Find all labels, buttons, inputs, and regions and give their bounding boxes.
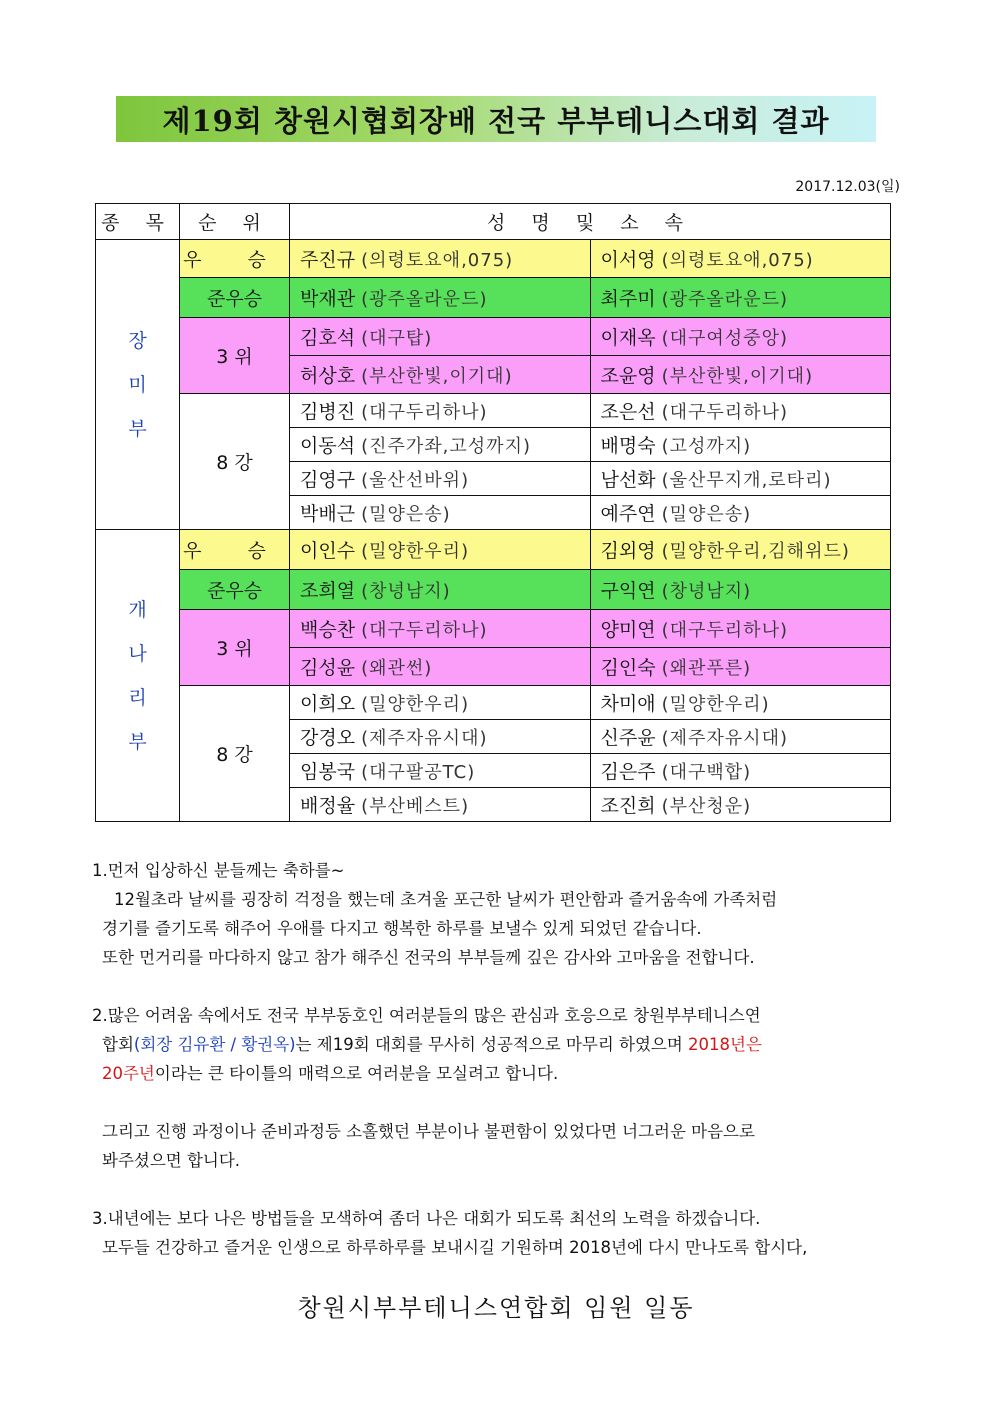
note-1-body: 12월초라 날씨를 굉장히 걱정을 했는데 초겨울 포근한 날씨가 편안함과 즐거움속에 가족처럼 [114,890,778,909]
player-1: 강경오 (제주자유시대) [290,720,591,754]
player-1: 허상호 (부산한빛,이기대) [290,356,591,394]
player-1: 임봉국 (대구팔공TC) [290,754,591,788]
player-2: 김은주 (대구백합) [590,754,891,788]
table-row [96,530,891,570]
player-1: 김호석 (대구탑) [290,318,591,356]
player-2: 구익연 (창녕남지) [590,570,891,610]
note-1-body: 경기를 즐기도록 해주어 우애를 다지고 행복한 하루를 보낼수 있게 되었던 같습니다. [102,919,702,938]
table-row [96,570,891,610]
player-2: 양미연 (대구두리하나) [590,610,891,648]
player-2: 조은선 (대구두리하나) [590,394,891,428]
player-2: 배명숙 (고성까지) [590,428,891,462]
rank-third: 3 위 [180,610,290,686]
player-2: 조윤영 (부산한빛,이기대) [590,356,891,394]
category-forsythia: 개 나 리 부 [96,530,180,822]
player-1: 조희열 (창녕남지) [290,570,591,610]
player-2: 예주연 (밀양은송) [590,496,891,530]
player-1: 이인수 (밀양한우리) [290,530,591,570]
note-1-heading: 1.먼저 입상하신 분들께는 축하를~ [92,861,345,880]
header-category: 종 목 [96,204,180,240]
player-2: 이재옥 (대구여성중앙) [590,318,891,356]
president-names: (회장 김유환 / 황권옥) [133,1035,296,1054]
rank-winner: 우 승 [180,240,290,278]
player-2: 김외영 (밀양한우리,김해위드) [590,530,891,570]
player-1: 김병진 (대구두리하나) [290,394,591,428]
table-row [96,240,891,278]
player-2: 조진희 (부산청운) [590,788,891,822]
player-1: 배정율 (부산베스트) [290,788,591,822]
table-row [96,278,891,318]
highlight-anniversary: 20주년 [102,1064,155,1083]
rank-runner-up: 준우승 [180,278,290,318]
note-2-body: 그리고 진행 과정이나 준비과정등 소홀했던 부분이나 불편함이 있었다면 너그러운 마음으로 [102,1122,755,1141]
header-rank: 순 위 [180,204,290,240]
rank-quarterfinal: 8 강 [180,394,290,530]
title-banner [116,96,876,142]
rank-runner-up: 준우승 [180,570,290,610]
rank-quarterfinal: 8 강 [180,686,290,822]
note-2-body: 합회(회장 김유환 / 황권옥)는 제19회 대회를 무사히 성공적으로 마무리 하였으며 2018년은 [102,1035,762,1054]
player-2: 최주미 (광주올라운드) [590,278,891,318]
player-1: 이희오 (밀양한우리) [290,686,591,720]
table-row [96,610,891,648]
player-2: 이서영 (의령토요애,075) [590,240,891,278]
player-2: 신주윤 (제주자유시대) [590,720,891,754]
results-table [95,203,891,822]
player-2: 남선화 (울산무지개,로타리) [590,462,891,496]
player-1: 김성윤 (왜관썬) [290,648,591,686]
notes [92,856,902,1262]
table-row [96,686,891,720]
category-rose: 장 미 부 [96,240,180,530]
event-date: 2017.12.03(일) [795,179,900,195]
note-1-body: 또한 먼거리를 마다하지 않고 참가 해주신 전국의 부부들께 깊은 감사와 고마움을 전합니다. [102,948,755,967]
player-2: 김인숙 (왜관푸른) [590,648,891,686]
header-names: 성 명 및 소 속 [290,204,891,240]
page-title: 제19회 창원시협회장배 전국 부부테니스대회 결과 [162,103,830,138]
player-1: 주진규 (의령토요애,075) [290,240,591,278]
table-header [96,204,891,240]
note-2-body: 봐주셨으면 합니다. [102,1151,241,1170]
player-1: 백승찬 (대구두리하나) [290,610,591,648]
rank-winner: 우 승 [180,530,290,570]
player-1: 이동석 (진주가좌,고성까지) [290,428,591,462]
player-1: 박배근 (밀양은송) [290,496,591,530]
note-2-body: 20주년이라는 큰 타이틀의 매력으로 여러분을 모실려고 합니다. [102,1064,559,1083]
player-1: 박재관 (광주올라운드) [290,278,591,318]
note-3-heading: 3.내년에는 보다 나은 방법들을 모색하여 좀더 나은 대회가 되도록 최선의 노력을 하겠습니다. [92,1209,761,1228]
signature: 창원시부부테니스연합회 임원 일동 [297,1294,695,1322]
table-row [96,394,891,428]
note-2-heading: 2.많은 어려움 속에서도 전국 부부동호인 여러분들의 많은 관심과 호응으로 창원부부테니스연 [92,1006,761,1025]
table-row [96,318,891,356]
note-3-body: 모두들 건강하고 즐거운 인생으로 하루하루를 보내시길 기원하며 2018년에 다시 만나도록 합시다, [102,1238,808,1257]
player-2: 차미애 (밀양한우리) [590,686,891,720]
highlight-year: 2018년은 [688,1035,762,1054]
rank-third: 3 위 [180,318,290,394]
player-1: 김영구 (울산선바위) [290,462,591,496]
